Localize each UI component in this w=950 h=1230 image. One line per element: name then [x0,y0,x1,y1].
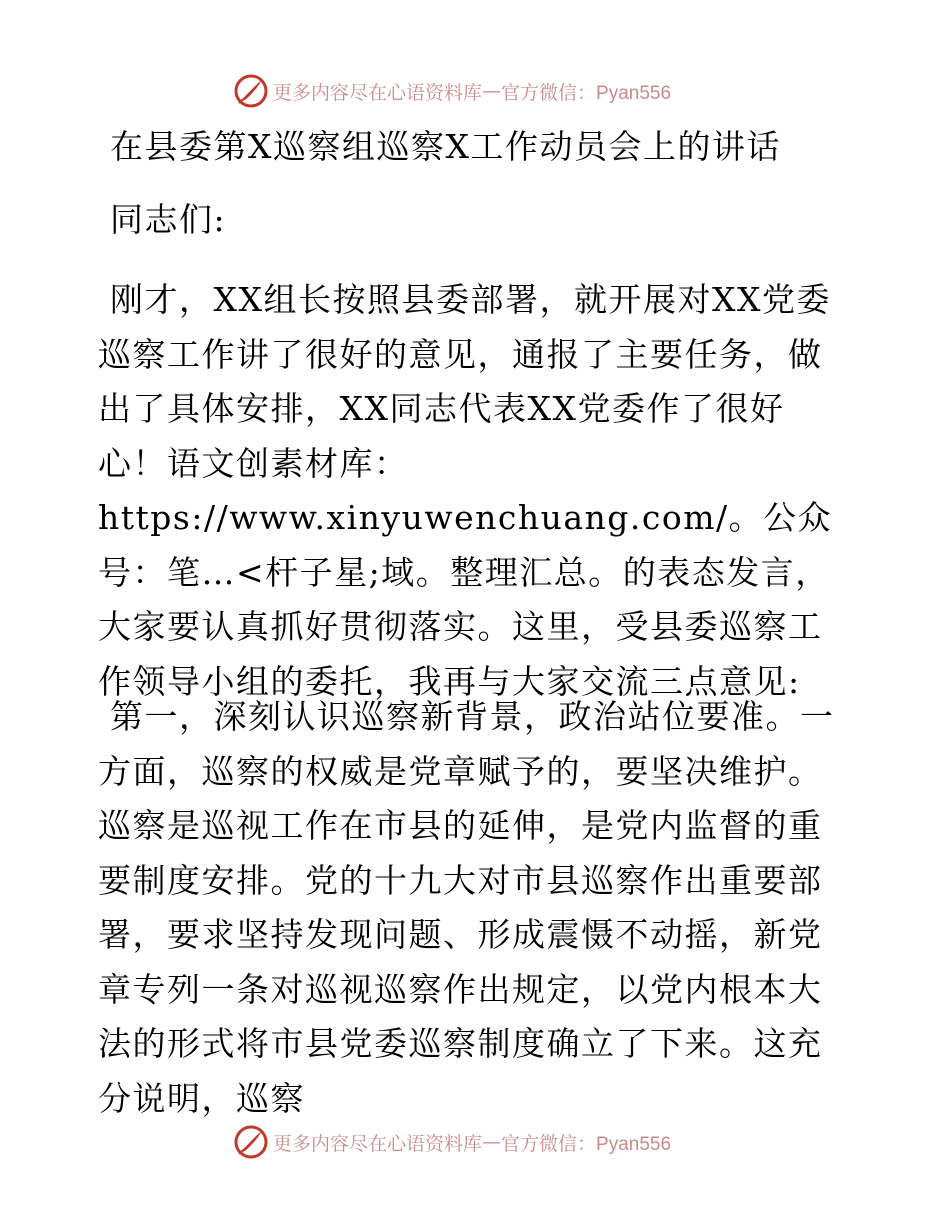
watermark-footer [233,1122,671,1162]
paragraph-2: 第一，深刻认识巡察新背景，政治站位要准。一方面，巡察的权威是党章赋予的，要坚决维护。巡察是巡视工作在市县的延伸，是党内监督的重要制度安排。党的十九大对市县巡察作出重要部署，要求坚持发现问题、形成震慑不动摇，新党章专列一条对巡视巡察作出规定，以党内根本大法的形式将市县党委巡察制度确立了下来。这充分说明，巡察 [98,697,835,1118]
watermark-separator: — [482,80,502,102]
watermark-wechat: 官方微信：Pyan556 [501,82,672,104]
watermark-header [233,71,671,111]
greeting: 同志们: [110,200,227,239]
document-title: 在县委第X巡察组巡察X工作动员会上的讲话 [110,127,781,166]
feather-pen-logo-icon [233,1124,269,1160]
paragraph-1: 刚才，XX组长按照县委部署，就开展对XX党委巡察工作讲了很好的意见，通报了主要任务，做出了具体安排，XX同志代表XX党委作了很好心！语文创素材库：https://www.xinyuwenchuang.com/。公众号：笔…<杆子星;域。整理汇总。的表态发言，大家要认真抓好贯彻落实。这里，受县委巡察工作领导小组的委托，我再与大家交流三点意见: [98,280,833,701]
watermark-label: 更多内容尽在心语资料库 [273,81,483,104]
watermark-wechat: 官方微信：Pyan556 [501,1133,672,1155]
watermark-label: 更多内容尽在心语资料库 [273,1132,483,1155]
feather-pen-logo-icon [233,73,269,109]
watermark-separator: — [482,1131,502,1153]
